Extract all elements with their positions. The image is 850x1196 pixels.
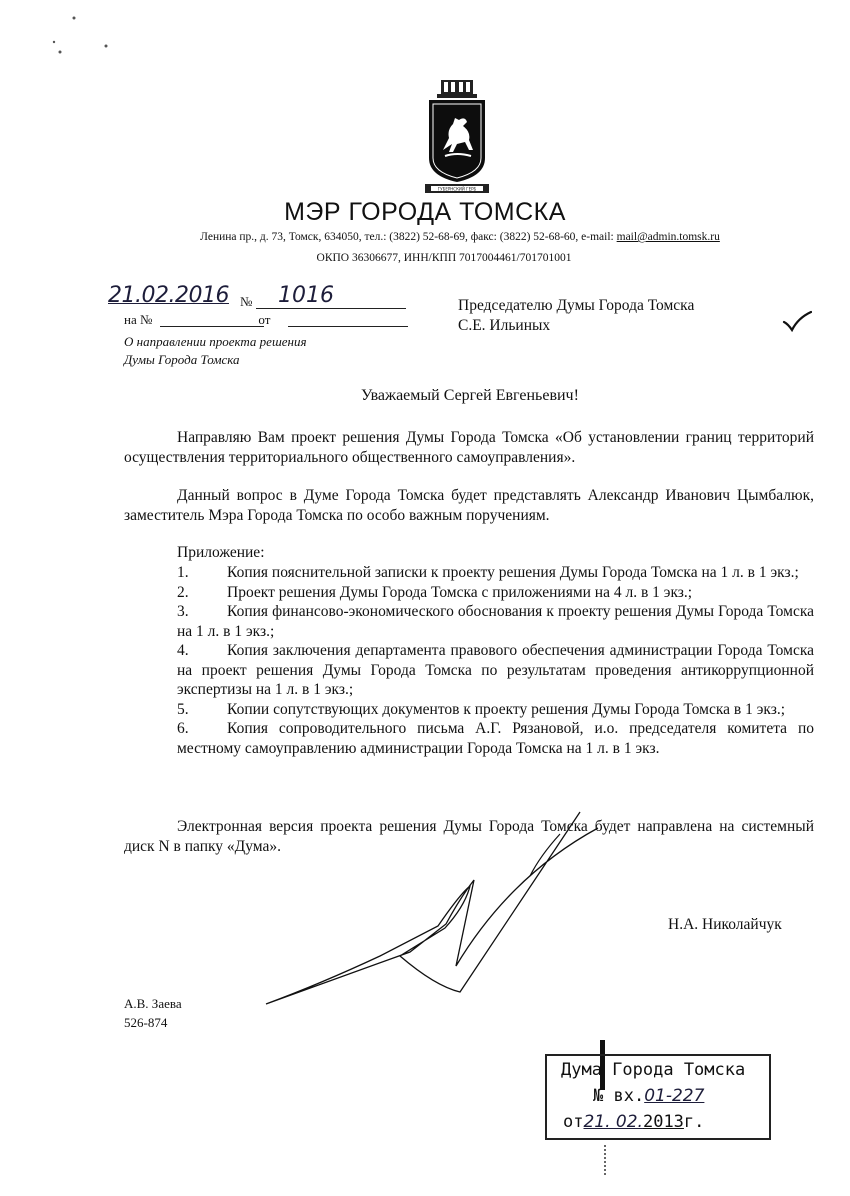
stamp-number: 01-227 (644, 1086, 705, 1106)
appendix-title (124, 543, 814, 563)
recipient-line: Председателю Думы Города Томска (458, 297, 695, 314)
list-item-number: 4. (177, 642, 189, 659)
stamp-number-label: № вх. (593, 1086, 645, 1106)
scan-artifact (604, 1145, 610, 1175)
registration-underline (256, 308, 406, 309)
coat-ribbon-text: ГУБЕРНСКИЙ ГЕРБ (437, 186, 477, 192)
list-item-text: Копия заключения департамента правового обеспечения администрации Города Томска на проект решения Думы Города Томска по результатам проведения антикоррупционной экспертизы на 1 л. в 1 экз.; (177, 642, 814, 698)
incoming-stamp (545, 1054, 771, 1140)
executor-phone: 526-874 (124, 1015, 168, 1030)
address-text: Ленина пр., д. 73, Томск, 634050, тел.: (3822) 52-68-69, факс: (3822) 52-68-60, e-mail: (200, 231, 617, 243)
list-item-text: Проект решения Думы Города Томска с приложениями на 4 л. в 1 экз.; (227, 583, 693, 601)
check-mark-icon (782, 310, 812, 332)
reference-from-underline (288, 326, 408, 327)
list-item (177, 719, 814, 758)
list-item-number: 3. (177, 603, 189, 620)
okpo-line: ОКПО 36306677, ИНН/КПП 7017004461/701701001 (316, 252, 572, 264)
stamp-date-label: от (563, 1112, 584, 1132)
letter-subject (124, 333, 307, 369)
list-item-number: 2. (177, 583, 189, 601)
reference-underline (160, 326, 264, 327)
executor-block (124, 994, 182, 1032)
registration-number: 1016 (278, 283, 334, 308)
paragraph-text: Данный вопрос в Думе Города Томска будет представлять Александр Иванович Цымбалюк, заместитель Мэра Города Томска по особо важным поручениям. (124, 487, 814, 524)
registration-number-label: № (240, 294, 253, 309)
executor-name: А.В. Заева (124, 996, 182, 1011)
scan-artifact (48, 12, 118, 62)
list-item-text: Копия пояснительной записки к проекту решения Думы Города Томска на 1 л. в 1 экз.; (227, 564, 799, 581)
signer-name: Н.А. Николайчук (668, 916, 782, 933)
list-item (177, 700, 814, 720)
stamp-year-suffix: г. (683, 1112, 705, 1132)
list-item-text: Копии сопутствующих документов к проекту решения Думы Города Томска в 1 экз.; (227, 700, 786, 718)
list-item-text: Копия сопроводительного письма А.Г. Рязановой, и.о. председателя комитета по местному самоуправлению администрации Города Томска на 1 л. в 1 экз. (177, 720, 814, 757)
subject-line: Думы Города Томска (124, 352, 240, 367)
list-item (177, 602, 814, 641)
body-paragraph (124, 428, 814, 467)
list-item (177, 583, 814, 603)
stamp-year: 2013 (642, 1112, 684, 1132)
appendix-title-text: Приложение: (177, 544, 265, 561)
stamp-number-line (593, 1086, 704, 1106)
signature-image (260, 806, 630, 1010)
list-item-number: 1. (177, 564, 189, 581)
appendix-list (177, 563, 814, 758)
recipient-block (458, 296, 694, 335)
registration-date: 21.02.2016 (108, 283, 229, 308)
list-item (177, 641, 814, 700)
paragraph-text: Направляю Вам проект решения Думы Города Томска «Об установлении границ территорий осуществления территориального общественного самоуправления». (124, 429, 814, 466)
list-item-text: Копия финансово-экономического обоснования к проекту решения Думы Города Томска на 1 л. в 1 экз.; (177, 603, 814, 640)
recipient-line: С.Е. Ильиных (458, 316, 551, 334)
list-item (177, 563, 814, 583)
stamp-date-line (563, 1112, 704, 1132)
subject-line: О направлении проекта решения (124, 334, 307, 349)
page-title: МЭР ГОРОДА ТОМСКА (284, 198, 566, 226)
reference-from-label: от (258, 312, 271, 327)
tomsk-coat-of-arms (419, 78, 495, 196)
paragraph-text: Электронная версия проекта решения Думы Города Томска будет направлена на системный диск N в папку «Дума». (124, 818, 814, 855)
email-link[interactable]: mail@admin.tomsk.ru (616, 231, 720, 243)
address-line (0, 231, 850, 243)
reference-label: на № (124, 312, 153, 327)
list-item-number: 6. (177, 720, 189, 737)
stamp-org: Дума Города Томска (561, 1060, 746, 1080)
list-item-number: 5. (177, 700, 189, 718)
stamp-date: 21. 02. (583, 1112, 643, 1132)
body-paragraph (124, 486, 814, 525)
greeting: Уважаемый Сергей Евгеньевич! (361, 387, 579, 404)
